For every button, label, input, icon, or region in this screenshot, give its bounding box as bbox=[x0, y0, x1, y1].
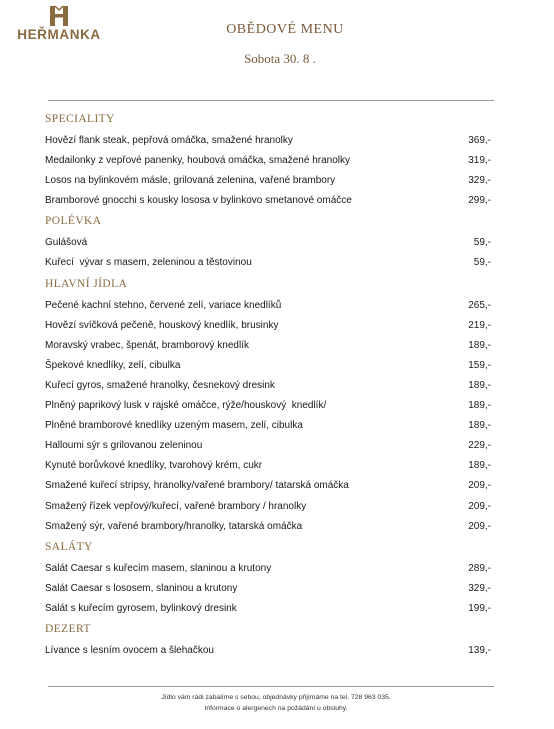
menu-item-name: Moravský vrabec, špenát, bramborový knedlík bbox=[45, 339, 249, 351]
menu-item bbox=[45, 641, 491, 661]
menu-item-name: Kuřecí gyros, smažené hranolky, česnekový dresink bbox=[45, 379, 275, 391]
menu-item-price: 59,- bbox=[473, 257, 491, 269]
menu-item bbox=[45, 517, 491, 537]
menu-item-name: Kuřecí vývar s masem, zeleninou a těstovinou bbox=[45, 257, 252, 269]
menu-item-name: Kynuté borůvkové knedlíky, tvarohový krém, cukr bbox=[45, 460, 263, 472]
menu-section bbox=[45, 276, 491, 539]
menu-item bbox=[45, 151, 491, 171]
menu-item-price: 159,- bbox=[468, 359, 491, 371]
menu-item bbox=[45, 559, 491, 579]
brand-name: HEŘMANKA bbox=[17, 27, 101, 42]
bottom-divider bbox=[48, 686, 494, 687]
menu-item-name: Smažený sýr, vařené brambory/hranolky, tatarská omáčka bbox=[45, 520, 303, 532]
menu-item bbox=[45, 599, 491, 619]
menu-item-price: 329,- bbox=[468, 582, 491, 594]
section-title: SPECIALITY bbox=[45, 113, 115, 125]
section-title: SALÁTY bbox=[45, 540, 93, 553]
menu-item-name: Špekové knedlíky, zelí, cibulka bbox=[45, 359, 181, 371]
menu-item-name: Bramborové gnocchi s kousky lososa v bylinkovo smetanové omáčce bbox=[45, 195, 352, 207]
menu-item-price: 209,- bbox=[468, 480, 491, 492]
menu-date: Sobota 30. 8 . bbox=[244, 51, 316, 66]
menu-item-name: Hovězí svíčková pečeně, houskový knedlík, brusinky bbox=[45, 319, 279, 331]
menu-item bbox=[45, 456, 491, 476]
menu-item-name: Medailonky z vepřové panenky, houbová omáčka, smažené hranolky bbox=[45, 155, 350, 167]
menu-item bbox=[45, 476, 491, 496]
menu-item-name: Plněný paprikový lusk v rajské omáčce, rýže/houskový knedlík/ bbox=[45, 400, 327, 412]
menu-item bbox=[45, 396, 491, 416]
menu-item-price: 369,- bbox=[468, 135, 491, 146]
menu-item-name: Plněné bramborové knedlíky uzeným masem, zelí, cibulka bbox=[45, 420, 303, 432]
section-title: DEZERT bbox=[45, 622, 91, 635]
footer-allergen-note: Informace o alergenech na požádání u obsluhy. bbox=[204, 705, 348, 712]
section-spacer bbox=[45, 661, 491, 663]
menu-item bbox=[45, 233, 491, 253]
menu-item-price: 189,- bbox=[468, 460, 491, 472]
section-title: HLAVNÍ JÍDLA bbox=[45, 277, 128, 290]
menu-item-name: Halloumi sýr s grilovanou zeleninou bbox=[45, 440, 203, 452]
menu-section bbox=[45, 111, 491, 213]
menu-item bbox=[45, 336, 491, 356]
menu-item-name: Salát Caesar s kuřecím masem, slaninou a krutony bbox=[45, 562, 272, 574]
menu-item bbox=[45, 579, 491, 599]
menu-item-price: 189,- bbox=[468, 400, 491, 412]
menu-item-name: Smažené kuřecí stripsy, hranolky/vařené brambory/ tatarská omáčka bbox=[45, 480, 349, 492]
menu-list bbox=[45, 111, 491, 663]
menu-item-price: 229,- bbox=[468, 440, 491, 452]
menu-section bbox=[45, 539, 491, 621]
menu-item-price: 289,- bbox=[468, 562, 491, 574]
menu-item bbox=[45, 497, 491, 517]
menu-section bbox=[45, 621, 491, 663]
menu-item-price: 189,- bbox=[468, 379, 491, 391]
page-title: OBĚDOVÉ MENU bbox=[226, 22, 344, 37]
menu-item bbox=[45, 436, 491, 456]
menu-item-price: 59,- bbox=[473, 237, 491, 249]
top-divider bbox=[48, 100, 494, 101]
menu-item bbox=[45, 171, 491, 191]
menu-item-name: Salát s kuřecím gyrosem, bylinkový dresink bbox=[45, 602, 237, 614]
menu-item-name: Salát Caesar s lososem, slaninou a krutony bbox=[45, 582, 238, 594]
menu-item-price: 329,- bbox=[468, 175, 491, 187]
menu-item-price: 299,- bbox=[468, 195, 491, 207]
menu-item bbox=[45, 131, 491, 151]
menu-section bbox=[45, 213, 491, 275]
menu-item bbox=[45, 296, 491, 316]
menu-item-price: 189,- bbox=[468, 339, 491, 351]
footer-order-note: Jídlo vám rádi zabalíme s sebou, objednávky přijímáme na tel. 728 963 035. bbox=[161, 694, 391, 701]
menu-item bbox=[45, 356, 491, 376]
menu-item-name: Smažený řízek vepřový/kuřecí, vařené brambory / hranolky bbox=[45, 500, 307, 512]
menu-item-name: Lívance s lesním ovocem a šlehačkou bbox=[45, 644, 214, 656]
menu-item-price: 209,- bbox=[468, 520, 491, 532]
menu-item-price: 319,- bbox=[468, 155, 491, 167]
menu-item-name: Losos na bylinkovém másle, grilovaná zelenina, vařené brambory bbox=[45, 175, 336, 187]
menu-item bbox=[45, 376, 491, 396]
menu-item-name: Pečené kachní stehno, červené zelí, variace knedlíků bbox=[45, 299, 282, 311]
section-title: POLÉVKA bbox=[45, 215, 102, 228]
footer bbox=[0, 692, 554, 714]
menu-item bbox=[45, 416, 491, 436]
menu-item-price: 199,- bbox=[468, 602, 491, 614]
menu-item-price: 219,- bbox=[468, 319, 491, 331]
menu-item bbox=[45, 316, 491, 336]
menu-item-price: 209,- bbox=[468, 500, 491, 512]
menu-item-price: 139,- bbox=[468, 644, 491, 656]
menu-item-name: Hovězí flank steak, pepřová omáčka, smažené hranolky bbox=[45, 135, 293, 146]
menu-item-price: 265,- bbox=[468, 299, 491, 311]
menu-item-price: 189,- bbox=[468, 420, 491, 432]
menu-item bbox=[45, 191, 491, 211]
menu-item bbox=[45, 253, 491, 273]
menu-item-name: Gulášová bbox=[45, 237, 88, 249]
